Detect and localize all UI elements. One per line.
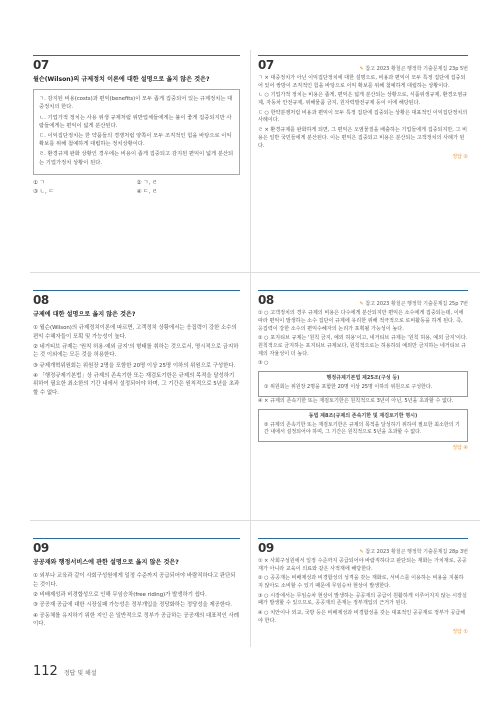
- source-note: ✎ 참고 2023 황철곤 행정학 기출문제집 23p 5번: [359, 66, 468, 72]
- column-divider: [250, 50, 251, 647]
- option[interactable]: ③ ㄴ, ㄷ: [33, 188, 54, 195]
- statement: ㄱ. 감지된 비용(costs)과 편익(benefits)이 모두 좁게 집중되어 있는 규제정치는 대중정치의 한다.: [39, 96, 233, 111]
- options: [33, 324, 240, 397]
- question-number: 08: [33, 293, 49, 307]
- question-08: [33, 290, 240, 399]
- explanation-line: ④ × 규제의 존속기한 또는 재검토기한은 원칙적으로 3년이 아닌, 5년을 초과할 수 없다.: [258, 398, 454, 405]
- explanation-line: ① × 사회구성원에서 일정 수준까지 공급되어야 바람직하다고 판단되는 재화는 가치재로, 공공재가 아니라 교육이 의료와 같은 사적재에 해당한다.: [258, 558, 467, 572]
- option[interactable]: ② ㄱ, ㄹ: [136, 179, 158, 186]
- statement: ㄴ. 기업가적 정치는 사용 위생 규제처럼 위반업체들에게는 불이 좋게 집중되지만 사람들에게는 편익이 넓게 분산된다.: [39, 114, 232, 129]
- option[interactable]: ④ 「행정규제기본법」상 규제의 존속기한 또는 재검토기한은 규제의 목적을 달성하기 위하여 필요한 최소한의 기간 내에서 설정되어야 하며, 그 기간은 원칙적으로 5년을 초과할 수 없다.: [33, 373, 240, 396]
- answer-08: [258, 290, 468, 451]
- option[interactable]: ④ 공동체를 유지하기 위한 지인 은 일반적으로 정부가 공급하는 공공재의 대표적인 사례이다.: [33, 612, 239, 628]
- statement: ㄹ. 환경규제 완화 상황인 경우에는 비용이 좁게 집중되고 감지된 편익이 넓게 분산되는 기업가정치 상황이 된다.: [39, 151, 234, 166]
- explanation: [258, 310, 468, 442]
- explanation-line: ㄴ ○ 기업가적 정치는 비용은 좁게, 편익은 넓게 분산되는 상황으로, 식품위생규제, 환경오염규제, 자동차 안전규제, 위해물품 금지, 원자력발전규제 등이 이에 해당된다.: [258, 92, 468, 107]
- option[interactable]: ① 윌슨(Wilson)의 규제정치이론에 따르면, 고객정치 상황에서는 응집력이 강한 소수의 편익 수혜자들이 포획 및 가능성이 높다.: [33, 325, 237, 340]
- law-excerpt-box: [258, 371, 468, 397]
- option[interactable]: ④ ㄷ, ㄹ: [136, 188, 158, 195]
- explanation-line: ④ ○ 치안이나 외교, 국방 등은 비배제성과 비경합성을 갖는 대표적인 공공재로 정부가 공급해야 한다.: [258, 609, 466, 624]
- question-number: 09: [33, 541, 49, 555]
- question-header: [33, 55, 240, 72]
- source-note: ✎ 참고 2023 황철곤 행정학 기출문제집 28p 3번: [359, 549, 468, 555]
- page-number: 112: [33, 664, 58, 679]
- explanation: [258, 558, 468, 626]
- answer-number: 07: [258, 58, 274, 72]
- explanation-line: ② ○ 포지티브 규제는 '원칙 금지, 예외 허용'이고, 네거티브 규제는 '원칙 허용, 예외 금지'이다. 원칙적으로 금지하는 포지티브 규제보다, 원칙적으로는 허용하되 예외만 금지하는 네거티브 규제의 자율성이 더 높다.: [258, 335, 468, 357]
- question-header: [33, 538, 240, 555]
- explanation: [258, 75, 468, 151]
- question-07: [33, 55, 240, 196]
- law-title: 동법 제8조(규제의 존속기한 및 재검토기한 명시): [308, 413, 418, 420]
- option[interactable]: ③ 규제개혁위원회는 위원장 2명을 포함한 20명 이상 25명 이하의 위원으로 구성한다.: [33, 362, 236, 369]
- option[interactable]: ② 비배제성과 비경합성으로 인해 무임승차(free riding)가 발생하기 쉽다.: [33, 591, 207, 598]
- explanation-line: ㄷ ○ 한약분쟁처럼 비용과 편익이 모두 특정 집단에 집중되는 상황은 대표적인 이익집단정치의 사례이다.: [258, 109, 468, 124]
- question-title: 윌슨(Wilson)의 규제정치 이론에 대한 설명으로 옳지 않은 것은?: [33, 76, 210, 83]
- answer-key: 정답 ④: [452, 445, 468, 452]
- explanation-line: ③ ○: [258, 360, 269, 367]
- law-title: 행정규제기본법 제25조(구성 등): [326, 375, 400, 382]
- section-divider: [30, 520, 480, 521]
- question-header: [33, 290, 240, 307]
- option[interactable]: ② 네거티브 규제는 '원칙 허용·예외 금지'의 형태를 취하는 것으로서, 명시적으로 금지하는 것 이외에는 모든 것을 허용한다.: [33, 343, 239, 359]
- explanation-line: ① ○ 고객정치의 경우 규제의 비용은 다수에게 분산되지만 편익은 소수에게 집중되는데, 이에 따라 편익이 발생하는 소수 집단이 규제에 유리한 위해 적극적으로 로비활동을 하게 된다. 즉, 응집력이 강한 소수의 편익수혜자의 논리가 포획될 가능성이 높다.: [258, 310, 464, 332]
- answer-number: 09: [258, 541, 274, 555]
- law-body: ① 위원회는 위원장 2명을 포함한 20명 이상 25명 이하의 위원으로 구성한다.: [264, 383, 433, 390]
- question-09: [33, 538, 240, 630]
- section-divider: [30, 272, 480, 273]
- answer-09: [258, 538, 468, 635]
- option[interactable]: ① 외부나 교육과 같이 사회구성원에게 일정 수준까지 공급되어야 바람직하다고 판단되는 것이다.: [33, 573, 236, 588]
- options: [33, 572, 240, 628]
- question-title: 규제에 대한 설명으로 옳지 않은 것은?: [33, 311, 136, 318]
- answer-number: 08: [258, 293, 274, 307]
- answer-header: [258, 55, 468, 72]
- statement: ㄷ. 이익집단정치는 한 약품들의 경쟁처럼 양쪽이 모두 조직적인 힘을 바탕으로 이익확보를 위해 첨예하게 대립하는 정치상황이다.: [39, 132, 232, 148]
- explanation-line: ㄱ × 대중정치가 아닌 이익집단정치에 대한 설명으로, 비용과 편익이 모두 특정 집단에 집중되어 있어 쌍방이 조직적인 힘을 바탕으로 이익 확보를 위해 첨예하게 대립하는 상황이다.: [258, 75, 466, 89]
- question-title: 공공재와 행정서비스에 관한 설명으로 옳지 않은 것은?: [33, 559, 179, 566]
- answer-key: 정답 ①: [452, 628, 468, 635]
- options: [33, 179, 240, 197]
- option[interactable]: ① ㄱ: [33, 179, 45, 186]
- law-body: ② 규제의 존속기한 또는 재검토기한은 규제의 목적을 달성하기 위하여 필요한 최소한의 기간 내에서 설정되어야 하며, 그 기간은 원칙적으로 5년을 초과할 수 없다.: [264, 421, 460, 436]
- law-excerpt-box: [258, 409, 468, 442]
- page-footer: [33, 664, 97, 679]
- question-number: 07: [33, 58, 49, 72]
- explanation-line: ② ○ 공공재는 비배제성과 비경합성의 성격을 갖는 재화로, 서비스를 이용하는 비용을 지불하지 않아도 소비할 수 있기 때문에 무임승차 현상이 발생한다.: [258, 575, 464, 590]
- source-note: ✎ 참고 2023 황철곤 행정학 기출문제집 25p 7번: [359, 301, 468, 307]
- option[interactable]: ③ 공공재 공급에 대한 시장실패 가능성은 정부개입을 정당화하는 정당성을 제공한다.: [33, 602, 233, 609]
- statement-box: [33, 89, 240, 175]
- explanation-line: ③ ○ 시장에서는 무임승차 현상이 발생하는 공공재의 공급이 원활하게 이루어지지 않는 시장실패가 발생할 수 있으므로, 공공재의 존재는 정부개입의 근거가 된다.: [258, 592, 467, 607]
- answer-key: 정답 ②: [452, 153, 468, 160]
- explanation-line: ㄹ × 환경규제를 완화하게 되면, 그 편익은 오염물질을 배출하는 기업들에게 집중되지만, 그 비용은 일반 국민들에게 분산된다. 이는 편익은 집중되고 비용은 분산되는 고객정치의 사례가 된다.: [258, 126, 467, 149]
- footer-label: 정답 및 해설: [63, 670, 97, 677]
- answer-07: [258, 55, 468, 160]
- answer-header: [258, 538, 468, 555]
- answer-header: [258, 290, 468, 307]
